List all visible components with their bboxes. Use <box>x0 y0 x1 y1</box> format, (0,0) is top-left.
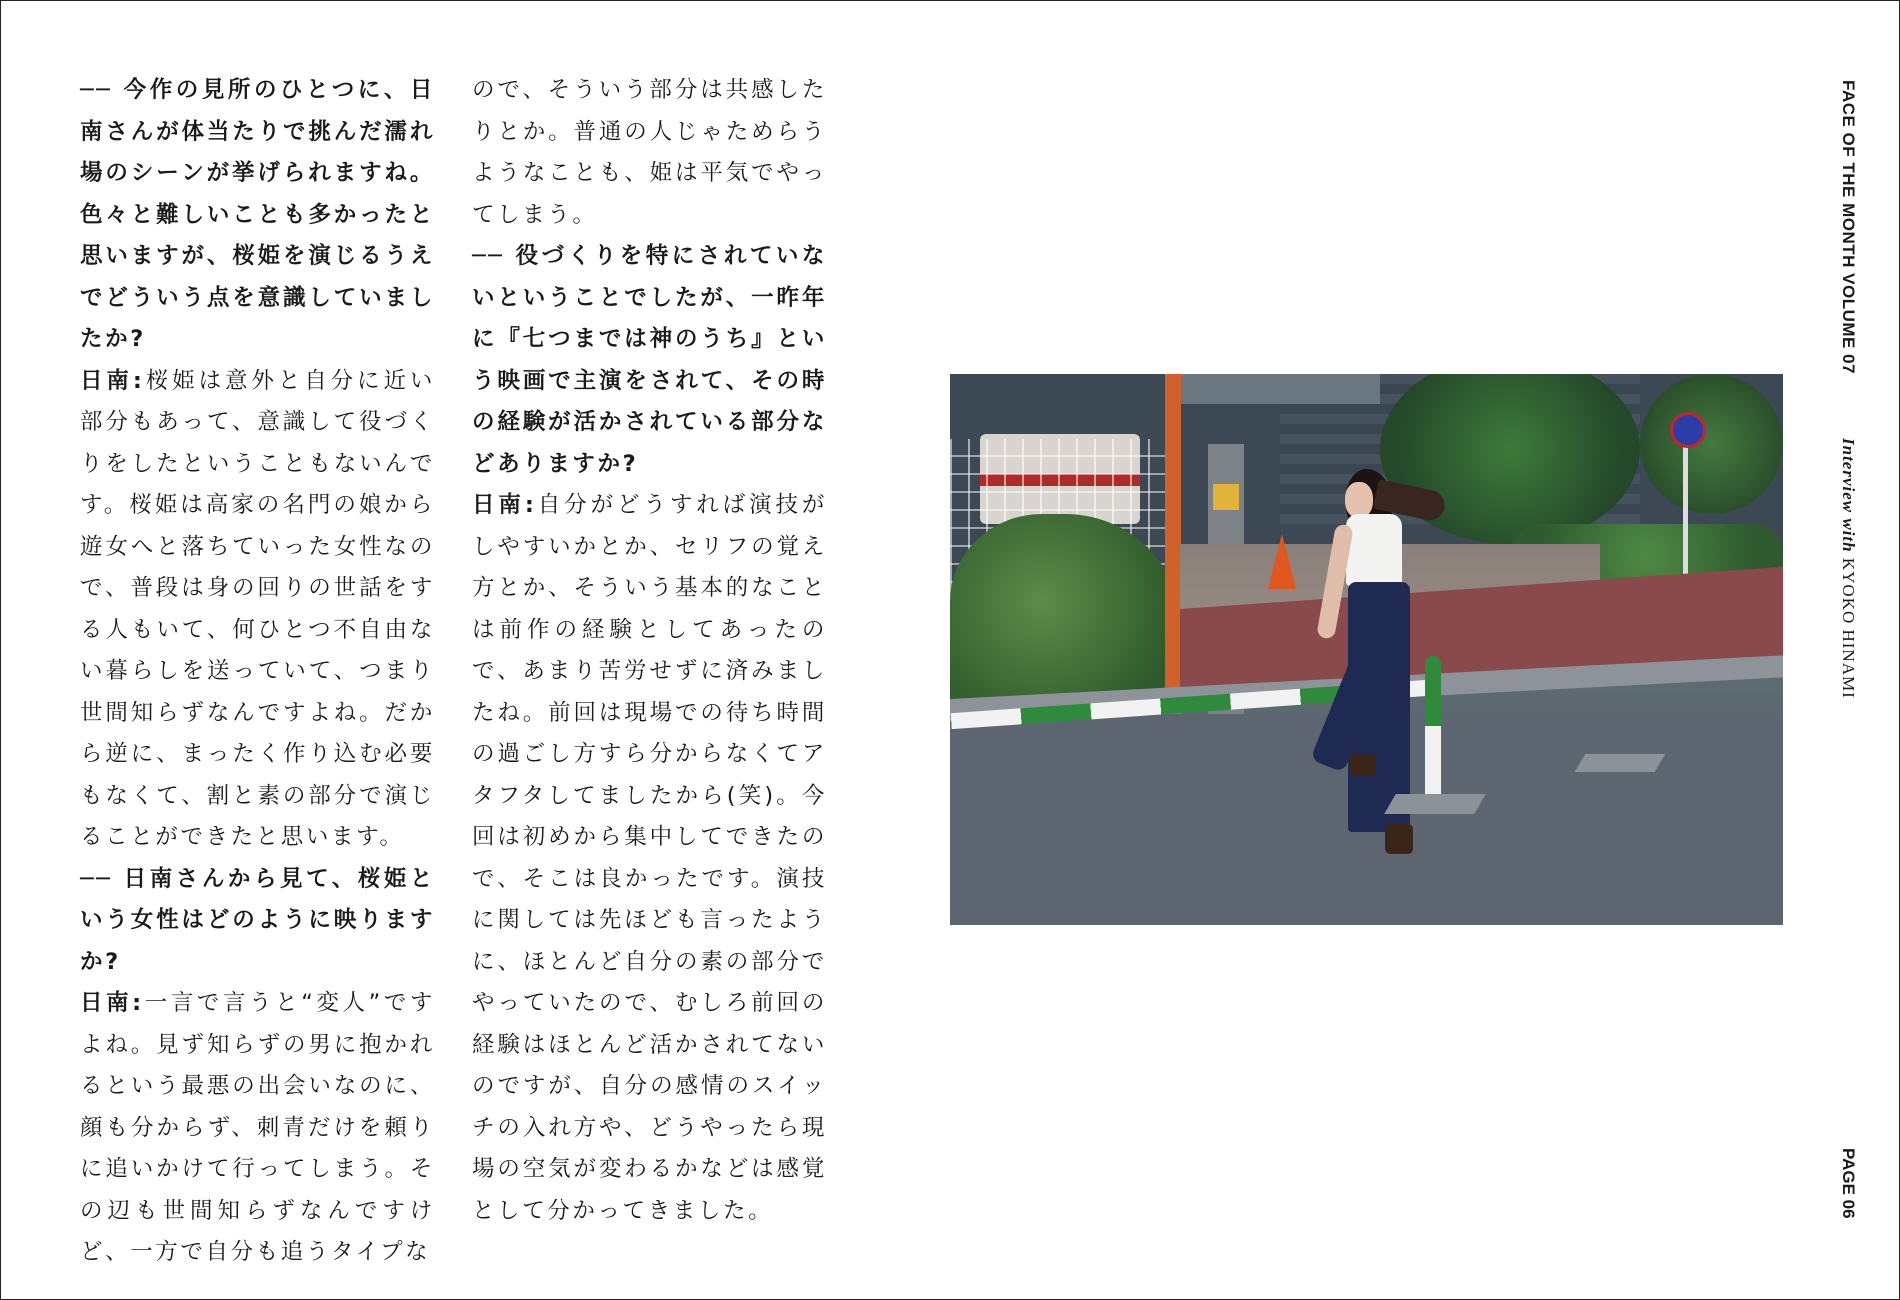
interview-answer <box>472 485 827 1232</box>
speaker-label: 日南: <box>80 990 144 1016</box>
interview-credit <box>1838 438 1878 704</box>
answer-text: 一言で言うと“変人”ですよね。見ず知らずの男に抱かれるという最悪の出会いなのに、顔も分からず、刺青だけを頼りに追いかけて行ってしまう。その辺も世間知らずなんですけど、一方で自分も追うタイプな <box>80 990 435 1265</box>
photo-guard-rail-post <box>1425 656 1441 796</box>
speaker-label: 日南: <box>80 367 145 394</box>
series-title: FACE OF THE MONTH VOLUME 07 <box>1839 80 1858 375</box>
interview-answer <box>80 983 435 1274</box>
speaker-label: 日南: <box>472 492 537 518</box>
answer-text: 自分がどうすれば演技がしやすいかとか、セリフの覚え方とか、そういう基本的なことは前作の経験としてあったので、あまり苦労せずに済みましたね。前回は現場での待ち時間の過ごし方すら分からなくてアタフタしてましたから(笑)。今回は初めから集中してできたので、そこは良かったです。演技に関しては先ほども言ったように、ほとんど自分の素の部分でやっていたので、むしろ前回の経験はほとんど活かされてないのですが、自分の感情のスイッチの入れ方や、どうやったら現場の空気が変わるかなどは感覚として分かってきました。 <box>472 492 827 1224</box>
answer-text: 桜姫は意外と自分に近い部分もあって、意識して役づくりをしたということもないんです。桜姫は高家の名門の娘から遊女へと落ちていった女性なので、普段は身の回りの世話をする人もいて、何ひとつ不自由ない暮らしを送っていて、つまり世間知らずなんですよね。だから逆に、まったく作り込む必要もなくて、割と素の部分で演じることができたと思います。 <box>80 367 435 850</box>
interviewee-name: KYOKO HINAMI <box>1839 557 1858 699</box>
street-photo <box>950 374 1783 925</box>
interview-question: ── 役づくりを特にされていないということでしたが、一昨年に『七つまでは神のうち』という映画で主演をされて、その時の経験が活かされている部分などありますか? <box>472 243 827 477</box>
photo-woman-face <box>1345 482 1373 518</box>
photo-woman-shoe-right <box>1385 824 1413 854</box>
photo-orange-pole <box>1165 374 1181 734</box>
interview-question: ── 今作の見所のひとつに、日南さんが体当たりで挑んだ濡れ場のシーンが挙げられますね。色々と難しいことも多かったと思いますが、桜姫を演じるうえでどういう点を意識していましたか? <box>80 77 435 352</box>
interview-prefix: Interview with <box>1839 438 1858 553</box>
body-text: ので、そういう部分は共感したりとか。普通の人じゃためらうようなことも、姫は平気でやってしまう。 <box>472 77 827 228</box>
photo-traffic-cone <box>1268 534 1296 589</box>
photo-road-plate <box>1384 794 1486 814</box>
text-column-2 <box>472 70 827 1232</box>
photo-woman-shoe-left <box>1350 754 1376 776</box>
photo-no-entry-sign <box>1670 412 1706 448</box>
page-number: PAGE 06 <box>1839 1148 1858 1219</box>
photo-utility-light <box>1213 484 1239 510</box>
photo-woman-top <box>1346 514 1402 586</box>
interview-question: ── 日南さんから見て、桜姫という女性はどのように映りますか? <box>80 865 435 975</box>
photo-tree-far <box>1640 374 1783 514</box>
photo-window-band <box>1180 374 1380 404</box>
interview-answer <box>80 361 435 859</box>
photo-manhole <box>1575 754 1665 772</box>
text-column-1 <box>80 70 435 1274</box>
